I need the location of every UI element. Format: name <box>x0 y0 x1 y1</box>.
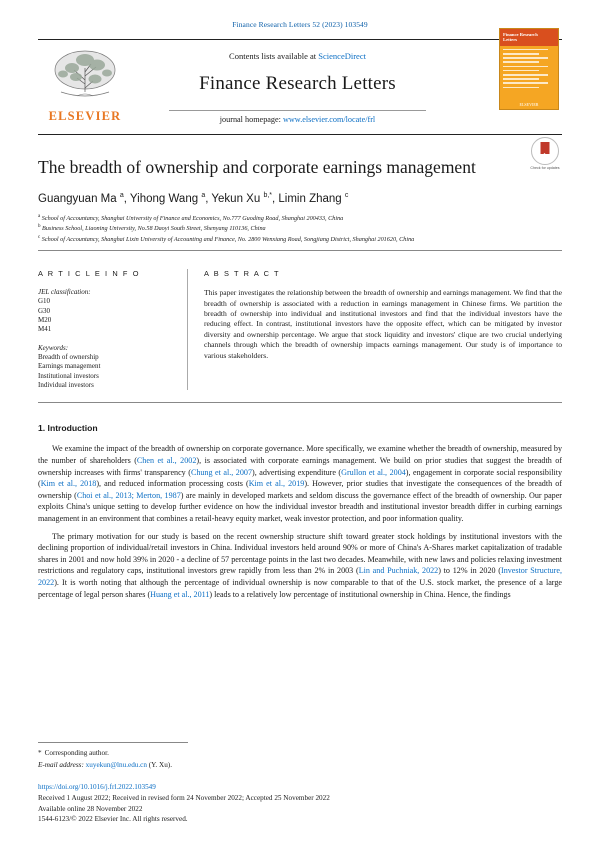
elsevier-wordmark: ELSEVIER <box>48 109 122 123</box>
paragraph-2: The primary motivation for our study is based on the recent ownership structure shift toward greater stock holdings by institutional investors with the declining proportion of individual/retail investors in China. Individual investors held around 90% or more of China's A-Shares market capitalization of tradable shares in 2001 and now hold 39% in 2020 - a decline of 57 percentage points in the last two decades. Meanwhile, with new laws and policies relaxing investment restrictions and regulatory caps, institutional investors grew rapidly from less than 2% in 2003 (Lin and Puchniak, 2022) to 12% in 2020 (Investor Structure, 2022). It is worth noting that although the percentage of individual ownership is now comparable to that of the U.S. stock market, the presence of a large percentage of legal person shares (Huang et al., 2011) leads to a relatively low percentage of institutional ownership in China. Hence, the findings <box>38 531 562 599</box>
keyword: Institutional investors <box>38 371 99 380</box>
sciencedirect-link[interactable]: ScienceDirect <box>318 51 366 61</box>
cover-text-lines <box>500 46 558 94</box>
page-footer <box>38 742 562 824</box>
paragraph-1: We examine the impact of the breadth of ownership on corporate governance. More specifically, we examine whether the breadth of ownership, measured by the number of shareholders (Chen et al., 2002), is associated with corporate earnings management. We build on prior studies that suggest the breadth of ownership increases with firms' transparency (Chung et al., 2007), advertising expenditure (Grullon et al., 2004), engagement in corporate social responsibility (Kim et al., 2018), and reduced information processing costs (Kim et al., 2019). However, prior studies that investigate the consequences of the breadth of ownership (Choi et al., 2013; Merton, 1987) are mainly in developed markets and seldom discuss the governance effect of the breadth of ownership. Our paper exploits China's unique setting to develop further evidence on how the individual investor breadth and institutional investor breadth differ in curbing earnings management in an environment that combines a retail-heavy equity market, weak investor protection, and poor information quality. <box>38 444 562 524</box>
cover-band-line2: Letters <box>503 37 518 43</box>
jel-code: G30 <box>38 306 51 315</box>
corresponding-author-note <box>38 748 562 758</box>
affiliation-1: $^a$ School of Accountancy, Shanghai University of Finance and Economics, No.777 Guoding Road, Shanghai 200433, China <box>38 213 344 222</box>
available-online: Available online 28 November 2022 <box>38 804 143 813</box>
journal-homepage-link[interactable]: www.elsevier.com/locate/frl <box>282 115 376 124</box>
elsevier-tree-icon <box>47 46 123 108</box>
crossmark-icon <box>531 137 559 165</box>
abstract-heading: A B S T R A C T <box>204 269 281 279</box>
check-updates-label: Check for updates <box>530 166 560 170</box>
contents-prefix: Contents lists available at <box>229 51 319 61</box>
keywords-title: Keywords: <box>38 343 69 352</box>
cover-publisher: ELSEVIER <box>519 102 539 107</box>
cover-band <box>500 29 558 46</box>
running-head: Finance Research Letters 52 (2023) 103549 <box>232 20 368 29</box>
abstract-text: This paper investigates the relationship between the breadth of ownership and earnings management. We find that the breadth of ownership is associated with a reduction in earnings management in Chinese firms. We partition the breadth of ownership into individual and institutional investors and find that the individual investors have the reducing effect. In contrast, institutional investors have the opposite effect, which can be mitigated by investor diversity and ownership percentage. We argue that stock liquidity and investors' clique are two crucial underlying channels through which the breadth of ownership impacts earnings management. Our study is of importance to various stakeholders. <box>204 288 562 360</box>
jel-code: M20 <box>38 316 52 325</box>
email-label: E-mail address: <box>38 761 84 770</box>
email-link[interactable]: xuyekun@lnu.edu.cn <box>85 761 147 770</box>
journal-cover-thumbnail <box>499 28 559 110</box>
jel-classification-title: JEL classification: <box>38 288 91 297</box>
page-title: The breadth of ownership and corporate earnings management <box>38 157 476 177</box>
keyword: Breadth of ownership <box>38 352 99 361</box>
journal-homepage-line <box>169 110 426 124</box>
email-owner: (Y. Xu). <box>148 761 172 770</box>
corresponding-star: * <box>38 749 42 758</box>
homepage-prefix: journal homepage: <box>219 115 283 124</box>
author-list: Guangyuan Ma $^a$, Yihong Wang $^a$, Yekun Xu $^{b,*}$, Limin Zhang $^c$ <box>38 192 349 205</box>
email-note <box>38 760 562 770</box>
jel-code: G10 <box>38 297 51 306</box>
doi-link[interactable]: https://doi.org/10.1016/j.frl.2022.103549 <box>38 783 156 792</box>
corresponding-label: Corresponding author. <box>44 749 109 758</box>
title-block <box>38 157 562 251</box>
footer-divider <box>38 742 188 743</box>
abstract-column <box>188 269 562 390</box>
issn-copyright: 1544-6123/© 2022 Elsevier Inc. All rights reserved. <box>38 814 188 823</box>
journal-masthead <box>38 32 562 135</box>
contents-available-line <box>133 51 462 61</box>
article-info-heading: A R T I C L E I N F O <box>38 269 141 279</box>
jel-code: M41 <box>38 325 52 334</box>
elsevier-logo <box>42 44 128 132</box>
check-for-updates-badge[interactable] <box>528 137 562 170</box>
affiliation-2: $^b$ Business School, Liaoning University, No.58 Daoyi South Street, Shenyang 110136, China <box>38 224 266 233</box>
section-heading-introduction: 1. Introduction <box>38 423 98 434</box>
keyword: Individual investors <box>38 381 94 390</box>
cover-band-line1: Finance Research <box>503 32 538 37</box>
article-info-column <box>38 269 188 390</box>
info-abstract-row <box>38 269 562 403</box>
journal-title: Finance Research Letters <box>199 73 396 94</box>
received-history: Received 1 August 2022; Received in revised form 24 November 2022; Accepted 25 November 2022 <box>38 794 330 803</box>
keyword: Earnings management <box>38 362 101 371</box>
body-content <box>38 423 562 600</box>
journal-center-block <box>133 40 462 134</box>
affiliation-3: $^c$ School of Accountancy, Shanghai Lixin University of Accounting and Finance, No. 2800 Wenxiang Road, Songjiang District, Shanghai 201620, China <box>38 234 415 243</box>
